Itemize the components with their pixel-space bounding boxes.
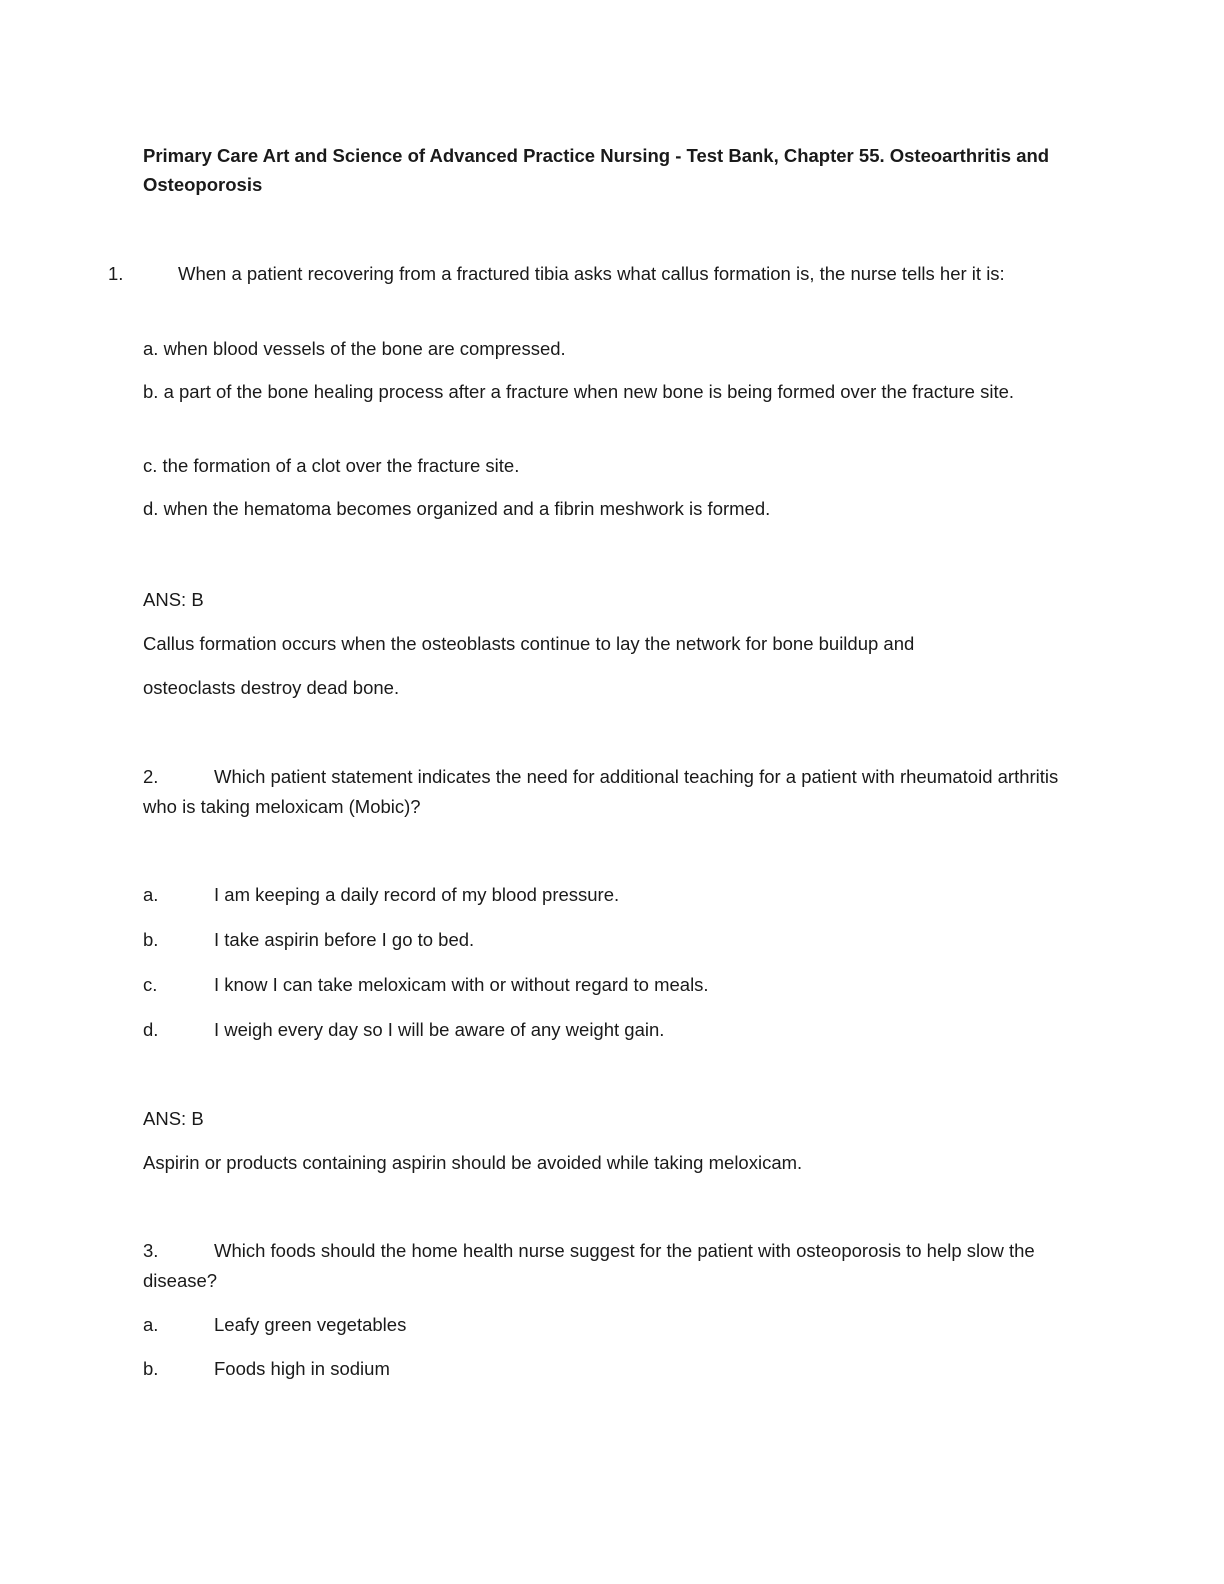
option-label: a.	[143, 1314, 159, 1335]
question-3-number: 3.	[143, 1240, 159, 1261]
question-3-option-b	[143, 1354, 390, 1384]
option-text: I am keeping a daily record of my blood pressure.	[214, 884, 620, 905]
question-2-option-c	[143, 970, 709, 1000]
option-label: a.	[143, 884, 159, 905]
option-label: b.	[143, 1358, 159, 1379]
question-2-number: 2.	[143, 766, 159, 787]
question-3-option-a	[143, 1310, 406, 1340]
question-1-answer: ANS: B	[143, 589, 204, 610]
question-1-option-a: a. when blood vessels of the bone are compressed.	[143, 338, 566, 359]
question-2-stem	[143, 762, 1073, 822]
question-2-option-b	[143, 925, 474, 955]
question-2-rationale: Aspirin or products containing aspirin should be avoided while taking meloxicam.	[143, 1152, 803, 1173]
option-label: c.	[143, 974, 158, 995]
document-title: Primary Care Art and Science of Advanced Practice Nursing - Test Bank, Chapter 55. Osteoarthritis and Osteoporosis	[143, 145, 1050, 195]
question-2-option-d	[143, 1015, 664, 1045]
option-label: b.	[143, 929, 159, 950]
question-1-stem-text: When a patient recovering from a fractured tibia asks what callus formation is, the nurse tells her it is:	[178, 263, 1005, 284]
option-text: I weigh every day so I will be aware of any weight gain.	[214, 1019, 665, 1040]
option-label: d.	[143, 1019, 159, 1040]
question-3-stem	[143, 1236, 1073, 1296]
question-1-option-b: b. a part of the bone healing process after a fracture when new bone is being formed over the fracture site.	[143, 381, 1015, 402]
question-3-stem-text: Which foods should the home health nurse suggest for the patient with osteoporosis to help slow the disease?	[143, 1240, 1035, 1291]
question-2-answer: ANS: B	[143, 1108, 204, 1129]
option-text: I know I can take meloxicam with or without regard to meals.	[214, 974, 709, 995]
question-1-option-d: d. when the hematoma becomes organized and a fibrin meshwork is formed.	[143, 498, 771, 519]
option-text: I take aspirin before I go to bed.	[214, 929, 475, 950]
question-2-stem-text: Which patient statement indicates the need for additional teaching for a patient with rheumatoid arthritis who is taking meloxicam (Mobic)?	[143, 766, 1059, 817]
option-text: Foods high in sodium	[214, 1358, 390, 1379]
question-1-rationale: Callus formation occurs when the osteoblasts continue to lay the network for bone buildup and	[143, 633, 915, 654]
question-1-rationale-cont: osteoclasts destroy dead bone.	[143, 677, 400, 698]
option-text: Leafy green vegetables	[214, 1314, 407, 1335]
question-1-option-c: c. the formation of a clot over the fracture site.	[143, 455, 520, 476]
question-1-number: 1.	[108, 263, 124, 284]
question-2-option-a	[143, 880, 619, 910]
question-1-stem	[108, 259, 1073, 289]
